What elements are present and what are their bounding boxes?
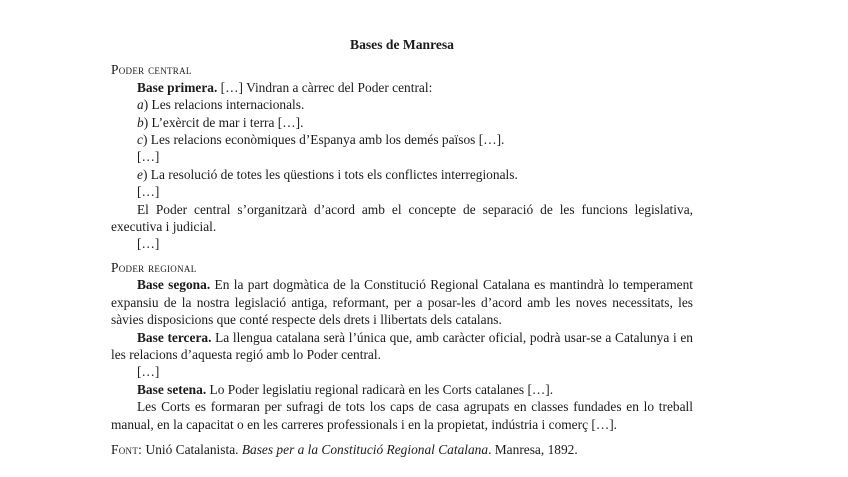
source-citation xyxy=(111,441,693,458)
document-title: Bases de Manresa xyxy=(350,37,454,52)
list-item-a xyxy=(111,96,693,113)
list-item-b-letter: b xyxy=(137,114,144,130)
base-tercera-paragraph xyxy=(111,329,693,364)
document xyxy=(111,36,693,458)
base-segona-label: Base segona. xyxy=(137,277,211,293)
ellipsis: […] xyxy=(137,184,160,200)
list-item-b xyxy=(111,114,693,131)
corts-paragraph: Les Corts es formaran per sufragi de tots los caps de casa agrupats en classes fundades en lo treball manual, en la capacitat o en les carreres professionals i en la propietat, indústria i comerç […]. xyxy=(111,399,693,432)
ellipsis: […] xyxy=(137,236,160,252)
list-item-a-text: ) Les relacions internacionals. xyxy=(143,97,305,113)
base-segona-text: En la part dogmàtica de la Constitució Regional Catalana es mantindrà lo temperament expansiu de la nostra legislació antiga, reformant, per a posar-les d’acord amb les noves necessitats, les sàvies disposicions que conté respecte dels drets i llibertats dels catalans. xyxy=(111,277,694,328)
section-heading-regional: Poder regional xyxy=(111,259,197,275)
base-primera-paragraph xyxy=(111,79,693,96)
list-item-e xyxy=(111,166,693,183)
base-setena-label: Base setena. xyxy=(137,381,207,397)
list-item-e-text: ) La resolució de totes les qüestions i tots els conflictes interregionals. xyxy=(142,166,518,182)
base-tercera-label: Base tercera. xyxy=(137,329,212,345)
source-label: Font: xyxy=(111,441,143,457)
section-heading-central: Poder central xyxy=(111,62,192,78)
ellipsis: […] xyxy=(137,149,160,165)
source-place-date: . Manresa, 1892. xyxy=(488,441,578,457)
list-item-a-letter: a xyxy=(137,97,144,113)
list-item-c xyxy=(111,131,693,148)
source-author: Unió Catalanista. xyxy=(142,441,242,457)
base-setena-paragraph xyxy=(111,381,693,398)
base-setena-text: Lo Poder legislatiu regional radicarà en les Corts catalanes […]. xyxy=(206,381,554,397)
ellipsis: […] xyxy=(137,364,160,380)
base-tercera-text: La llengua catalana serà l’única que, amb caràcter oficial, podrà usar-se a Catalunya i en les relacions d’aquesta regió amb lo Poder central. xyxy=(111,329,694,362)
base-primera-text: […] Vindran a càrrec del Poder central: xyxy=(217,79,433,95)
source-work-title: Bases per a la Constitució Regional Catalana xyxy=(241,441,489,457)
central-power-paragraph: El Poder central s’organitzarà d’acord amb el concepte de separació de les funcions legislativa, executiva i judicial. xyxy=(111,201,693,235)
list-item-b-text: ) L’exèrcit de mar i terra […]. xyxy=(143,114,304,130)
list-item-e-letter: e xyxy=(137,166,143,182)
list-item-c-letter: c xyxy=(137,132,143,148)
base-primera-label: Base primera. xyxy=(137,79,218,95)
list-item-c-text: ) Les relacions econòmiques d’Espanya amb los demés països […]. xyxy=(142,132,505,148)
base-segona-paragraph xyxy=(111,276,693,328)
